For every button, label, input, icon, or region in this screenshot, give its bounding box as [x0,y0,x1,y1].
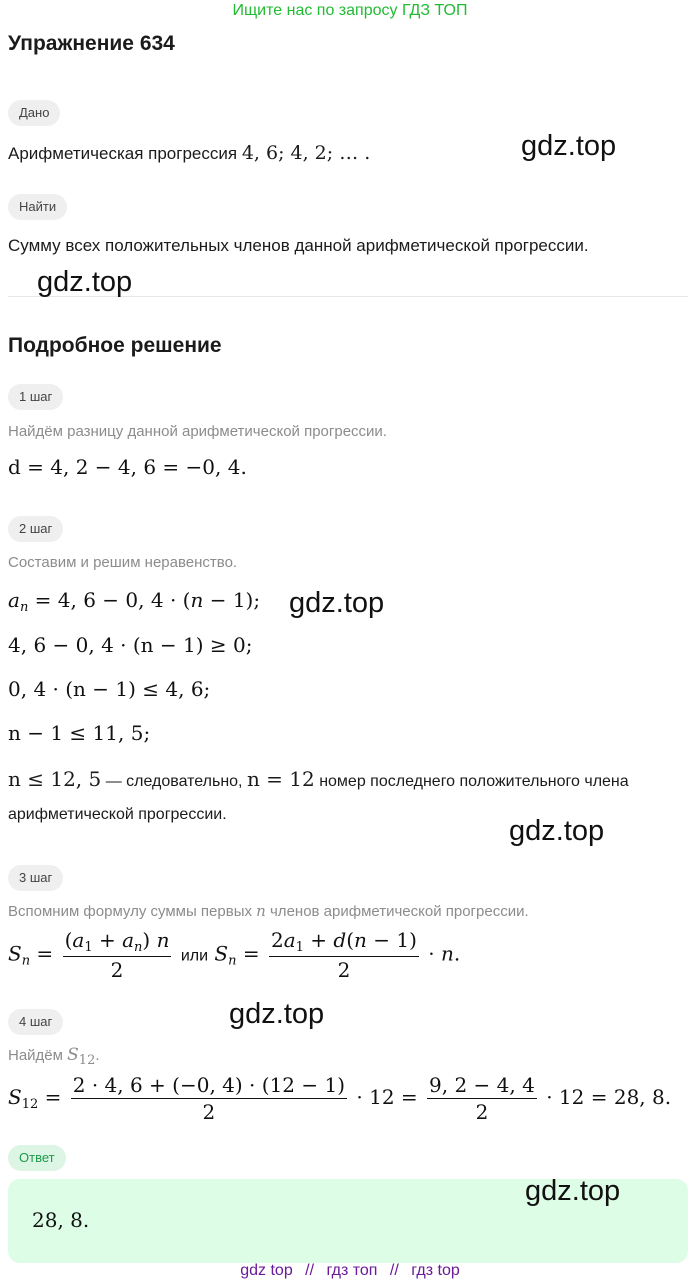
watermark: gdz.top [509,815,605,847]
find-label: Найти [8,194,67,220]
watermark: gdz.top [289,587,385,619]
step-2-line-1: $a_n = 4$, 6 − 0, 4 · (n − 1); [8,588,261,615]
sum-formula-fraction-1: $\frac{(a_1 + a_n) n}{2}$ [64,928,170,982]
step-2-line-3: 0, 4 · (n − 1) ≤ 4, 6; [8,677,211,701]
watermark: gdz.top [525,1175,621,1207]
step-2-line-5: n ≤ 12, 5 — следовательно, n = 12 номер последнего положительного члена [8,767,629,791]
step-4-formula: $S_{12}$ = $\frac{2 \cdot 4, 6 + (-0, 4) \cdot (12 - 1)}{2}$ · 12 = $\frac{9, 2 - 4, 4}{2}$ · 12 = 28, 8. [8,1073,672,1124]
sum-formula-fraction-2: $\frac{2a_1 + d(n - 1)}{2}$ [270,928,417,982]
find-text: Сумму всех положительных членов данной арифметической прогрессии. [8,236,589,255]
step-3-hint: Вспомним формулу суммы первых n членов арифметической прогрессии. [8,902,529,920]
footer-separator: // [305,1262,315,1279]
answer-value: 28, 8. [32,1208,90,1232]
step-3-label: 3 шаг [8,865,63,891]
step-1-hint: Найдём разницу данной арифметической прогрессии. [8,423,387,440]
solution-title: Подробное решение [8,334,222,357]
answer-label: Ответ [8,1145,66,1171]
step-1-label: 1 шаг [8,384,63,410]
step-1-formula: d = 4, 2 − 4, 6 = −0, 4. [8,455,247,479]
step-2-line-6: арифметической прогрессии. [8,806,227,823]
footer-link[interactable]: гдз топ [326,1262,378,1279]
watermark: gdz.top [37,266,133,298]
page-title: Упражнение 634 [8,32,175,55]
step-2-line-2: 4, 6 − 0, 4 · (n − 1) ≥ 0; [8,633,253,657]
footer-link[interactable]: gdz top [240,1262,293,1279]
watermark: gdz.top [521,130,617,162]
footer-links [0,1262,700,1280]
step-4-fraction-1: $\frac{2 \cdot 4, 6 + (-0, 4) \cdot (12 - 1)}{2}$ [72,1073,346,1124]
step-4-label: 4 шаг [8,1009,63,1035]
step-4-hint: Найдём $S_{12}$. [8,1045,100,1068]
given-text [8,142,370,164]
step-2-label: 2 шаг [8,516,63,542]
watermark: gdz.top [229,998,325,1030]
given-sequence: 4, 6; 4, 2; … . [241,142,371,164]
given-label: Дано [8,100,60,126]
step-2-line-4: n − 1 ≤ 11, 5; [8,721,151,745]
footer-separator: // [389,1262,399,1279]
search-banner: Ищите нас по запросу ГДЗ ТОП [232,2,468,19]
given-description: Арифметическая прогрессия [8,144,238,163]
step-4-fraction-2: $\frac{9, 2 - 4, 4}{2}$ [429,1073,535,1124]
sum-formula: $S_n$ = $\frac{(a_1 + a_n) n}{2}$ или $S_n$ = $\frac{2a_1 + d(n - 1)}{2}$ · n. [8,928,461,982]
footer-link[interactable]: гдз top [411,1262,460,1279]
step-2-hint: Составим и решим неравенство. [8,554,238,571]
